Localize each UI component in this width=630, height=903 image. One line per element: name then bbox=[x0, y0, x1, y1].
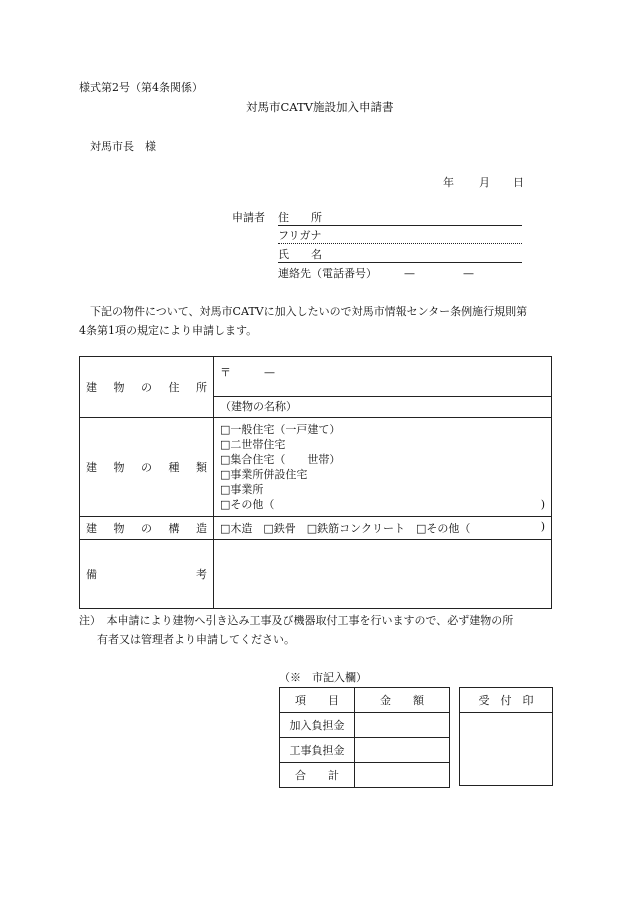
label-char: 類 bbox=[196, 461, 207, 474]
date-day: 日 bbox=[513, 176, 524, 189]
contact-dash-2: — bbox=[463, 267, 474, 280]
fee-header-item: 項 目 bbox=[280, 688, 355, 713]
contact-dash-1: — bbox=[404, 267, 415, 280]
structure-other-close: ) bbox=[540, 520, 545, 533]
label-char: 造 bbox=[196, 522, 207, 535]
reception-stamp-box bbox=[459, 687, 553, 786]
type-option-two-household[interactable]: □二世帯住宅 bbox=[220, 438, 286, 451]
table-row bbox=[280, 713, 450, 738]
label-char: 物 bbox=[113, 522, 125, 535]
contact-label: 連絡先（電話番号） bbox=[278, 267, 377, 280]
type-option-detached[interactable]: □一般住宅（一戸建て） bbox=[220, 423, 341, 436]
label-char: 建 bbox=[86, 461, 97, 474]
fee-table-caption: （※ 市記入欄） bbox=[279, 671, 367, 684]
building-name-field[interactable] bbox=[214, 397, 551, 417]
form-number: 様式第2号（第4条関係） bbox=[79, 81, 203, 94]
applicant-contact-field[interactable] bbox=[278, 267, 377, 281]
intro-line-2: 4条第1項の規定により申請します。 bbox=[79, 324, 258, 337]
label-char: 考 bbox=[196, 568, 207, 581]
label-char: 物 bbox=[113, 461, 125, 474]
fee-amount-field[interactable] bbox=[355, 713, 450, 738]
application-table bbox=[79, 356, 552, 609]
structure-options-cell[interactable] bbox=[214, 517, 552, 540]
label-char: 物 bbox=[113, 381, 125, 394]
table-row-remarks bbox=[80, 540, 552, 609]
label-char: の bbox=[141, 522, 152, 535]
remarks-label-cell bbox=[80, 540, 214, 609]
table-row bbox=[460, 713, 553, 786]
label-char: 住 bbox=[168, 381, 180, 394]
applicant-address-field[interactable] bbox=[278, 211, 522, 226]
label-char: の bbox=[141, 381, 152, 394]
label-char: 種 bbox=[168, 461, 180, 474]
type-options-cell bbox=[214, 418, 552, 517]
table-row bbox=[460, 688, 553, 713]
stamp-area bbox=[460, 713, 553, 786]
table-row bbox=[280, 688, 450, 713]
label-char: の bbox=[141, 461, 152, 474]
date-month: 月 bbox=[479, 176, 490, 189]
building-name-label: （建物の名称） bbox=[220, 399, 297, 413]
type-option-business[interactable]: □事業所 bbox=[220, 483, 264, 496]
type-label-cell bbox=[80, 418, 214, 517]
table-row bbox=[280, 738, 450, 763]
type-other-close: ) bbox=[540, 498, 545, 511]
type-option-business-residence[interactable]: □事業所併設住宅 bbox=[220, 468, 308, 481]
table-row-structure bbox=[80, 517, 552, 540]
address-label-cell bbox=[80, 357, 214, 418]
label-char: 建 bbox=[86, 381, 97, 394]
table-row-address bbox=[80, 357, 552, 418]
intro-line-1: 下記の物件について、対馬市CATVに加入したいので対馬市情報センター条例施行規則第 bbox=[79, 305, 528, 318]
postal-code-field[interactable] bbox=[214, 358, 551, 397]
addressee: 対馬市長 様 bbox=[90, 140, 156, 153]
fee-item-label: 合 計 bbox=[280, 763, 355, 788]
table-row bbox=[280, 763, 450, 788]
stamp-label: 受 付 印 bbox=[460, 688, 553, 713]
label-char: 所 bbox=[196, 381, 207, 394]
structure-options[interactable]: □木造 □鉄骨 □鉄筋コンクリート □その他（ bbox=[220, 522, 471, 535]
date-year: 年 bbox=[443, 176, 454, 189]
address-value-cell[interactable] bbox=[214, 357, 552, 418]
structure-label-cell bbox=[80, 517, 214, 540]
document-title: 対馬市CATV施設加入申請書 bbox=[246, 100, 394, 114]
postal-mark: 〒 — bbox=[220, 365, 275, 379]
fee-amount-field[interactable] bbox=[355, 738, 450, 763]
fee-header-amount: 金 額 bbox=[355, 688, 450, 713]
address-label: 住 所 bbox=[278, 211, 322, 224]
label-char: 建 bbox=[86, 522, 97, 535]
name-label: 氏 名 bbox=[278, 248, 322, 261]
furigana-label: フリガナ bbox=[278, 229, 322, 242]
applicant-label: 申請者 bbox=[232, 211, 265, 224]
fee-item-label: 加入負担金 bbox=[280, 713, 355, 738]
label-char: 構 bbox=[168, 522, 180, 535]
table-row-type bbox=[80, 418, 552, 517]
note-line-2: 有者又は管理者より申請してください。 bbox=[97, 633, 295, 646]
applicant-furigana-field[interactable] bbox=[278, 229, 522, 244]
label-char: 備 bbox=[86, 568, 97, 581]
fee-amount-field[interactable] bbox=[355, 763, 450, 788]
type-option-other[interactable]: □その他（ bbox=[220, 498, 275, 511]
fee-table bbox=[279, 687, 450, 788]
applicant-name-field[interactable] bbox=[278, 248, 522, 263]
note-line-1: 注） 本申請により建物へ引き込み工事及び機器取付工事を行いますので、必ず建物の所 bbox=[79, 614, 514, 627]
remarks-field[interactable] bbox=[214, 540, 552, 609]
type-option-apartment[interactable]: □集合住宅（ 世帯） bbox=[220, 453, 341, 466]
fee-item-label: 工事負担金 bbox=[280, 738, 355, 763]
